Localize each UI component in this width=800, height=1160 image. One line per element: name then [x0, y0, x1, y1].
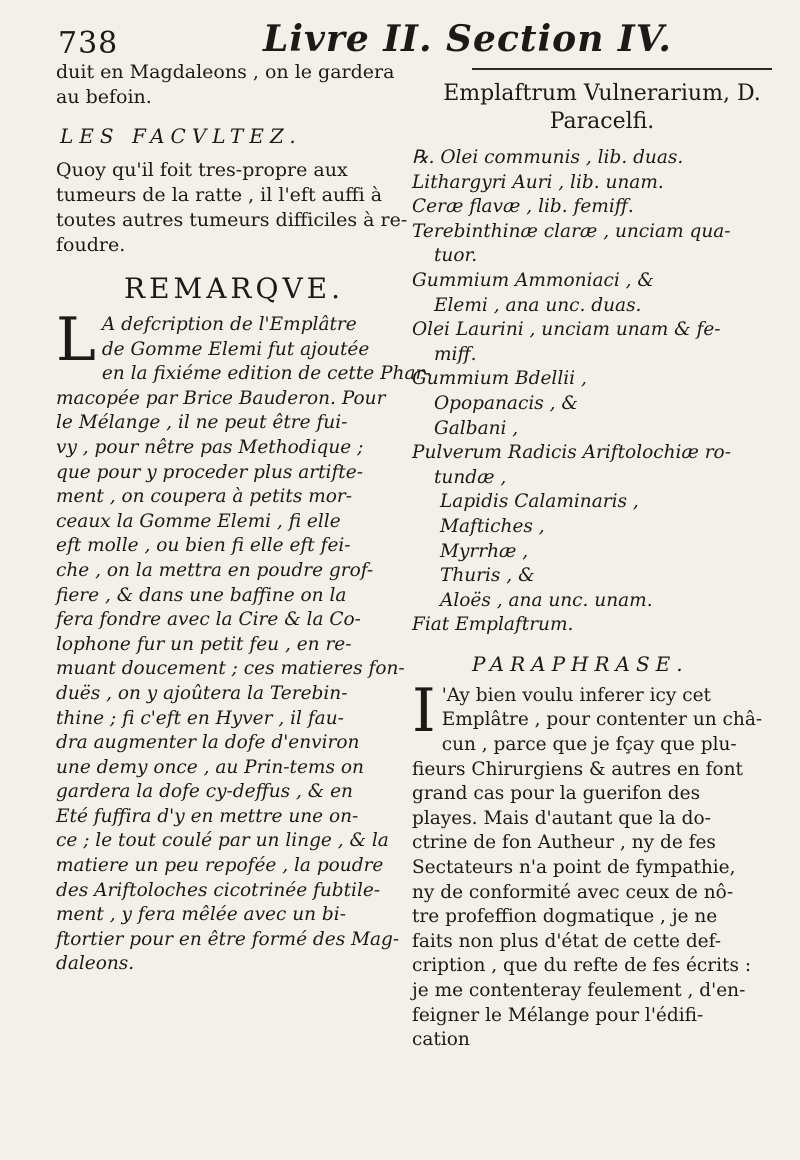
text-line: daleons.: [56, 953, 135, 975]
text-line: duit en Magdaleons , on le gardera: [56, 61, 395, 83]
text-line: en la fixiéme edition de cette Phar-: [101, 363, 431, 385]
recipe-line: tundæ ,: [434, 466, 507, 488]
text-line: fieurs Chirurgiens & autres en font: [412, 758, 743, 780]
left-column: [56, 60, 431, 977]
text-line: A defcription de l'Emplâtre: [101, 314, 357, 335]
recipe-line: ℞. Olei communis , lib. duas.: [412, 147, 684, 168]
section-heading-facultez: LES FACVLTEZ.: [60, 124, 302, 148]
text-line: une demy once , au Prin-tems on: [56, 756, 364, 778]
section-heading-paraphrase: PARAPHRASE.: [472, 651, 689, 676]
facultez-paragraph: [56, 158, 408, 258]
text-line: ny de conformité avec ceux de nô-: [412, 881, 734, 903]
text-line: fera fondre avec la Cire & la Co-: [56, 609, 361, 631]
text-line: ctrine de fon Autheur , ny de fes: [412, 832, 716, 854]
recipe-line: Gummium Ammoniaci , &: [412, 269, 654, 291]
text-line: macopée par Brice Bauderon. Pour: [56, 387, 386, 409]
text-line: toutes autres tumeurs difficiles à re-: [56, 209, 408, 231]
right-column: [412, 60, 792, 1053]
text-line: grand cas pour la guerifon des: [412, 783, 701, 805]
text-line: lophone fur un petit feu , en re-: [56, 633, 352, 655]
recipe-line: miff.: [434, 343, 477, 365]
recipe-line: Aloës , ana unc. unam.: [440, 589, 653, 611]
drop-cap: L: [56, 305, 96, 375]
title-line: Paracelfi.: [549, 109, 655, 134]
recipe-line: Thuris , &: [440, 565, 535, 587]
text-line: eft molle , ou bien fi elle eft fei-: [56, 535, 351, 557]
text-line: Emplâtre , pour contenter un châ-: [441, 709, 763, 731]
section-heading-remarque: REMARQVE.: [124, 272, 345, 305]
text-line: muant doucement ; ces matieres fon-: [56, 658, 405, 680]
text-line: foudre.: [56, 234, 126, 256]
recipe-line: Elemi , ana unc. duas.: [434, 294, 642, 316]
page-number: 738: [58, 26, 119, 61]
recipe-line: Lapidis Calaminaris ,: [440, 491, 639, 513]
page-header: [58, 12, 778, 62]
recipe-list: [412, 146, 792, 638]
recipe-line: Terebinthinæ claræ , unciam qua-: [412, 220, 731, 242]
recipe-line: tuor.: [434, 245, 478, 267]
text-line: ce ; le tout coulé par un linge , & la: [56, 830, 389, 852]
text-line: matiere un peu repofée , la poudre: [56, 855, 384, 877]
text-line: che , on la mettra en poudre grof-: [56, 559, 374, 581]
recipe-line: Lithargyri Auri , lib. unam.: [412, 171, 664, 193]
recipe-line: Fiat Emplaftrum.: [412, 614, 574, 636]
text-line: que pour y proceder plus artifte-: [56, 461, 363, 483]
opening-text: [56, 60, 395, 110]
title-line: Emplaftrum Vulnerarium, D.: [443, 81, 761, 106]
text-line: ment , y fera mêlée avec un bi-: [56, 904, 346, 926]
text-line: thine ; fi c'eft en Hyver , il fau-: [56, 707, 344, 729]
recipe-line: Ceræ flavæ , lib. femiff.: [412, 196, 634, 218]
recipe-line: Myrrhæ ,: [440, 540, 529, 562]
text-line: faits non plus d'état de cette def-: [412, 930, 722, 952]
text-line: ceaux la Gomme Elemi , fi elle: [56, 510, 341, 532]
text-line: tumeurs de la ratte , il l'eft auffi à: [56, 184, 383, 206]
text-line: dra augmenter la dofe d'environ: [56, 732, 360, 754]
text-line: feigner le Mélange pour l'édifi-: [412, 1004, 704, 1026]
text-line: Sectateurs n'a point de fympathie,: [412, 857, 736, 879]
text-line: le Mélange , il ne peut être fui-: [56, 412, 348, 434]
text-line: tre profeffion dogmatique , je ne: [412, 906, 718, 928]
remarque-paragraph: [56, 305, 431, 977]
drop-cap: I: [412, 675, 436, 746]
paraphrase-paragraph: [412, 675, 792, 1053]
text-line: Eté fuffira d'y en mettre une on-: [56, 805, 359, 827]
text-line: cun , parce que je fçay que plu-: [441, 734, 737, 756]
text-line: playes. Mais d'autant que la do-: [412, 807, 711, 829]
text-line: ment , on coupera à petits mor-: [56, 486, 353, 508]
text-line: Quoy qu'il foit tres-propre aux: [56, 159, 348, 181]
text-line: duës , on y ajoûtera la Terebin-: [56, 682, 348, 704]
text-line: vy , pour nêtre pas Methodique ;: [56, 436, 364, 458]
text-line: de Gomme Elemi fut ajoutée: [101, 338, 370, 360]
recipe-line: Olei Laurini , unciam unam & fe-: [412, 319, 721, 341]
recipe-line: Opopanacis , &: [434, 392, 578, 414]
text-line: ftortier pour en être formé des Mag-: [56, 928, 400, 950]
text-line: cation: [412, 1029, 470, 1051]
running-head: Livre II. Section IV.: [263, 18, 672, 60]
text-line: gardera la dofe cy-deffus , & en: [56, 781, 353, 803]
recipe-title: [412, 80, 792, 136]
text-line: fiere , & dans une baffine on la: [56, 584, 347, 606]
text-line: des Ariftoloches cicotrinée fubtile-: [56, 879, 381, 901]
text-line: au befoin.: [56, 86, 152, 108]
text-line: 'Ay bien voulu inferer icy cet: [441, 684, 711, 706]
recipe-line: Gummium Bdellii ,: [412, 368, 587, 390]
recipe-line: Galbani ,: [434, 417, 519, 439]
horizontal-rule: [472, 68, 772, 70]
text-line: je me contenteray feulement , d'en-: [412, 980, 746, 1001]
recipe-line: Maftiches ,: [440, 515, 545, 537]
text-line: cription , que du refte de fes écrits :: [412, 955, 752, 977]
recipe-line: Pulverum Radicis Ariftolochiæ ro-: [412, 442, 731, 464]
